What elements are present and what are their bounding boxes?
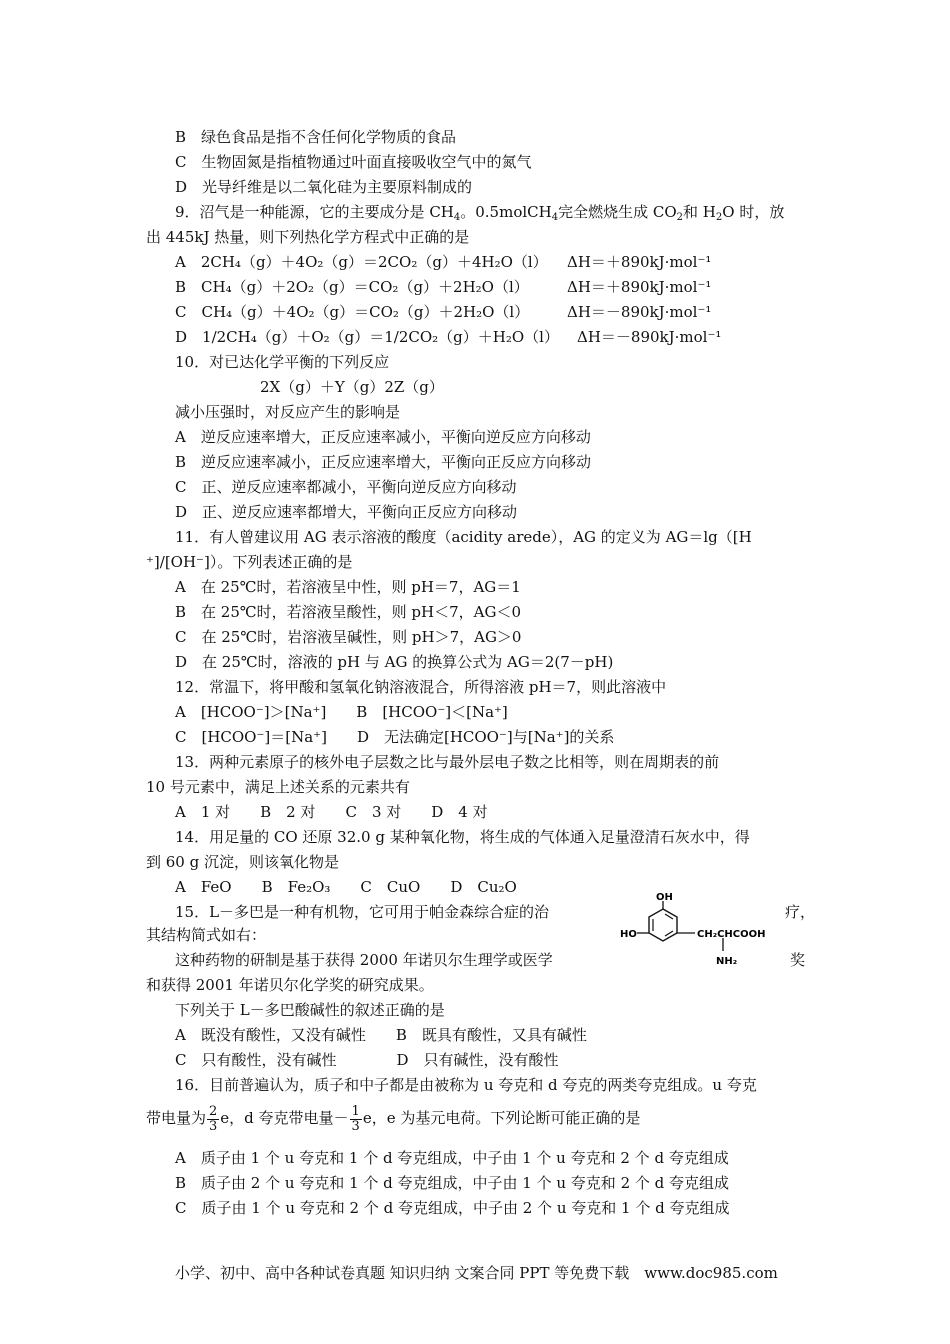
q9-option-a: A 2CH₄（g）＋4O₂（g）＝2CO₂（g）＋4H₂O（l） — [175, 253, 548, 271]
q14-options: A FeO B Fe₂O₃ C CuO D Cu₂O — [175, 878, 517, 896]
q8-option-c: C 生物固氮是指植物通过叶面直接吸收空气中的氮气 — [175, 153, 532, 171]
mol-oh-top-label: OH — [656, 893, 673, 903]
q10-option-b: B 逆反应速率减小，正反应速率增大，平衡向正反应方向移动 — [175, 453, 592, 471]
q16-stem-line1: 16．目前普遍认为，质子和中子都是由被称为 u 夸克和 d 夸克的两类夸克组成。u 夸克 — [175, 1076, 757, 1094]
q9-stem-line1: 9．沼气是一种能源，它的主要成分是 $CH_4$。0.5molCH$_4$完全燃烧生成 $CO_2$和 $H_2O$ 时，放 — [175, 203, 785, 223]
q15-options-ab: A 既没有酸性，又没有碱性 B 既具有酸性，又具有碱性 — [175, 1026, 587, 1044]
q9-option-b: B CH₄（g）＋2O₂（g）＝CO₂（g）＋2H₂O（l） — [175, 278, 529, 296]
fraction-one-third: $\frac{1}{3}$ — [351, 1103, 360, 1134]
q11-stem-line1: 11．有人曾建议用 AG 表示溶液的酸度（acidity arede），AG 的定义为 AG＝lg（[H — [175, 528, 752, 546]
q12-options-cd: C [HCOO⁻]＝[Na⁺] D 无法确定[HCOO⁻]与[Na⁺]的关系 — [175, 728, 615, 746]
q15-stem-line4: 和获得 2001 年诺贝尔化学奖的研究成果。 — [146, 976, 434, 994]
q9-option-c: C CH₄（g）＋4O₂（g）＝CO₂（g）＋2H₂O（l） — [175, 303, 530, 321]
q11-option-b: B 在 25℃时，若溶液呈酸性，则 pH＜7，AG＜0 — [175, 603, 522, 621]
mol-nh2-label: NH₂ — [716, 956, 738, 967]
q11-option-a: A 在 25℃时，若溶液呈中性，则 pH＝7，AG＝1 — [175, 578, 521, 596]
q8-option-b: B 绿色食品是指不含任何化学物质的食品 — [175, 128, 457, 146]
q10-option-a: A 逆反应速率增大，正反应速率减小，平衡向逆反应方向移动 — [175, 428, 591, 446]
q8-option-d: D 光导纤维是以二氧化硅为主要原料制成的 — [175, 178, 473, 196]
q9-stem-line2: 出 445kJ 热量，则下列热化学方程式中正确的是 — [146, 228, 470, 246]
q9-option-d-dh: ΔH＝－890kJ·mol⁻¹ — [577, 328, 722, 346]
q15-stem-line3: 这种药物的研制是基于获得 2000 年诺贝尔生理学或医学 — [175, 951, 553, 969]
q9-option-a-dh: ΔH＝＋890kJ·mol⁻¹ — [567, 253, 712, 271]
q13-stem-line1: 13．两种元素原子的核外电子层数之比与最外层电子数之比相等，则在周期表的前 — [175, 753, 720, 771]
q15-stem-line1: 15．L－多巴是一种有机物，它可用于帕金森综合症的治 — [175, 903, 550, 921]
q15-stem-line5: 下列关于 L－多巴酸碱性的叙述正确的是 — [175, 1001, 445, 1019]
q15-stem-line1-end: 疗， — [785, 903, 816, 921]
fraction-two-thirds: $\frac{2}{3}$ — [209, 1103, 218, 1134]
q16-option-a: A 质子由 1 个 u 夸克和 1 个 d 夸克组成，中子由 1 个 u 夸克和 2 个 d 夸克组成 — [175, 1149, 729, 1167]
q13-stem-line2: 10 号元素中，满足上述关系的元素共有 — [146, 778, 410, 796]
q16-option-c: C 质子由 1 个 u 夸克和 2 个 d 夸克组成，中子由 2 个 u 夸克和 1 个 d 夸克组成 — [175, 1199, 730, 1217]
q9-option-d: D 1/2CH₄（g）＋O₂（g）＝1/2CO₂（g）＋H₂O（l） — [175, 328, 559, 346]
q10-option-c: C 正、逆反应速率都减小，平衡向逆反应方向移动 — [175, 478, 517, 496]
q15-stem-line2: 其结构简式如右： — [146, 926, 267, 944]
q14-stem-line1: 14．用足量的 CO 还原 32.0 g 某种氧化物，将生成的气体通入足量澄清石灰水中，得 — [175, 828, 750, 846]
q12-options-ab: A [HCOO⁻]＞[Na⁺] B [HCOO⁻]＜[Na⁺] — [175, 703, 508, 721]
q14-stem-line2: 到 60 g 沉淀，则该氧化物是 — [146, 853, 339, 871]
q16-stem-line2: 带电量为 $\frac{2}{3}$ e，d 夸克带电量－ $\frac{1}{3}$ e，e 为基元电荷。下列论断可能正确的是 — [146, 1103, 641, 1134]
q9-option-b-dh: ΔH＝＋890kJ·mol⁻¹ — [567, 278, 712, 296]
q11-stem-line2: ⁺]/[OH⁻]）。下列表述正确的是 — [146, 553, 353, 571]
q11-option-c: C 在 25℃时，岩溶液呈碱性，则 pH＞7，AG＞0 — [175, 628, 522, 646]
q10-stem: 10．对已达化学平衡的下列反应 — [175, 353, 390, 371]
q11-option-d: D 在 25℃时，溶液的 pH 与 AG 的换算公式为 AG＝2(7－pH) — [175, 653, 614, 671]
mol-ho-left-label: HO — [620, 929, 637, 940]
q13-options: A 1 对 B 2 对 C 3 对 D 4 对 — [175, 803, 488, 821]
l-dopa-structure — [615, 893, 785, 973]
q10-option-d: D 正、逆反应速率都增大，平衡向正反应方向移动 — [175, 503, 518, 521]
q15-stem-line3-end: 奖 — [790, 951, 806, 969]
q15-options-cd: C 只有酸性，没有碱性 D 只有碱性，没有酸性 — [175, 1051, 559, 1069]
page-footer: 小学、初中、高中各种试卷真题 知识归纳 文案合同 PPT 等免费下载 www.doc985.com — [175, 1264, 778, 1282]
q10-reaction: 2X（g）＋Y（g）2Z（g） — [260, 378, 444, 396]
q10-stem2: 减小压强时，对反应产生的影响是 — [175, 403, 401, 421]
q9-option-c-dh: ΔH＝－890kJ·mol⁻¹ — [567, 303, 712, 321]
mol-chain-label: CH₂CHCOOH — [697, 929, 766, 940]
q16-option-b: B 质子由 2 个 u 夸克和 1 个 d 夸克组成，中子由 1 个 u 夸克和 2 个 d 夸克组成 — [175, 1174, 730, 1192]
q12-stem: 12．常温下，将甲酸和氢氧化钠溶液混合，所得溶液 pH＝7，则此溶液中 — [175, 678, 667, 696]
